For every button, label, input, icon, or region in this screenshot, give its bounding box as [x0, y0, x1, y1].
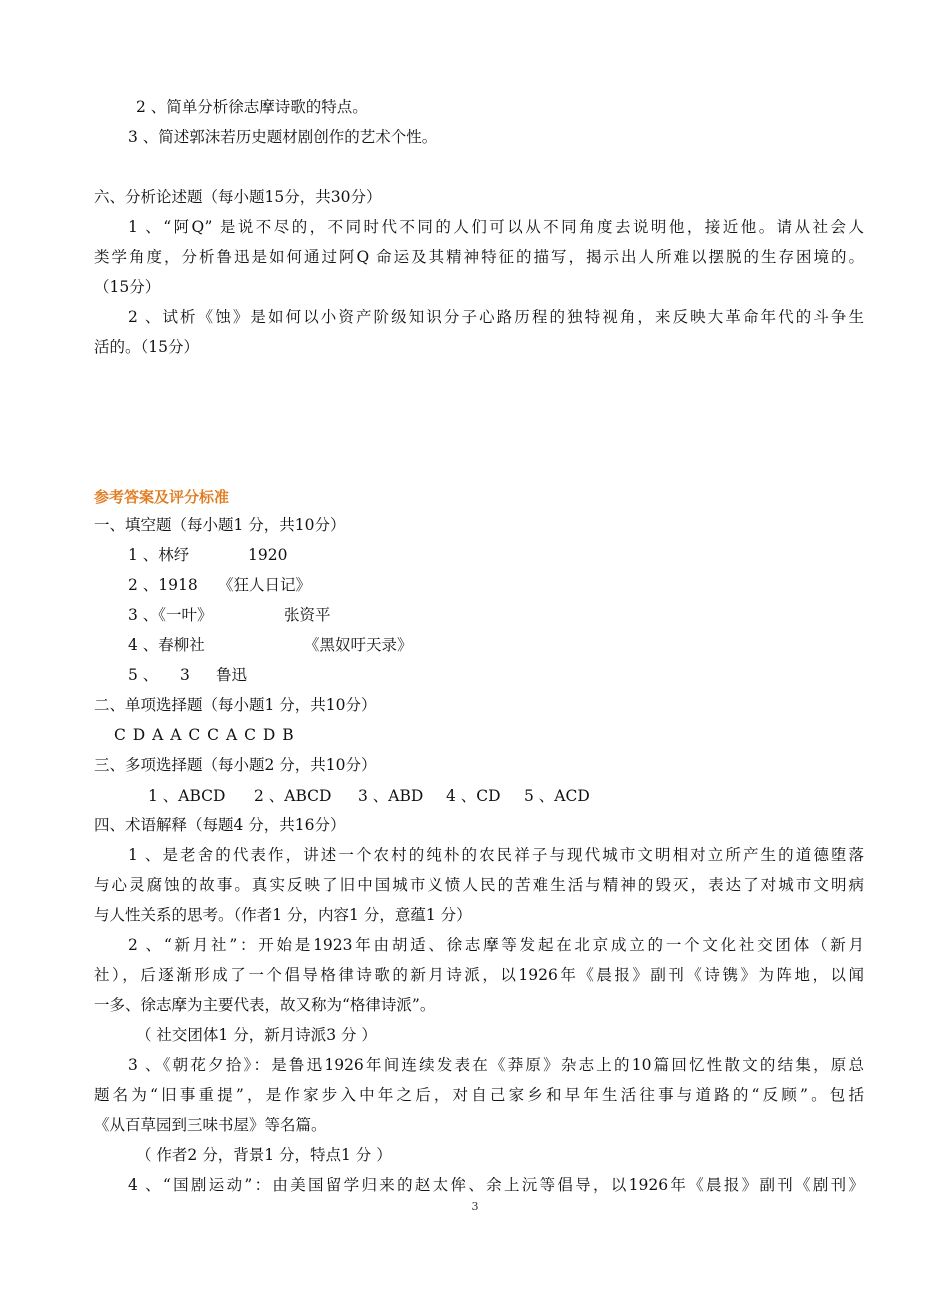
term-3-line1: 3 、《朝花夕拾》：是鲁迅1926年间连续发表在《莽原》杂志上的10篇回忆性散文的结集，原总 — [128, 1056, 864, 1074]
term-3-score: （ 作者2 分，背景1 分，特点1 分 ） — [136, 1146, 392, 1164]
question-6-2-line2: 活的。（15分） — [94, 338, 199, 356]
fill-answer-1-ans: 1920 — [248, 546, 288, 564]
fill-answer-5-num: 5 、 — [128, 666, 159, 684]
multi-choice-5: 5 、ACD — [524, 787, 590, 805]
term-1-line2: 与心灵腐蚀的故事。真实反映了旧中国城市义愤人民的苦难生活与精神的毁灭，表达了对城市文明病 — [94, 876, 864, 894]
term-2-score: （ 社交团体1 分，新月诗派3 分 ） — [136, 1026, 377, 1044]
multi-choice-4: 4 、CD — [446, 787, 501, 805]
answers-section-2-title: 二、单项选择题（每小题1 分，共10分） — [94, 696, 377, 714]
fill-answer-4 — [128, 635, 864, 655]
fill-answer-5-mid: 3 — [180, 666, 190, 684]
fill-answer-4-ans: 《黑奴吁天录》 — [304, 636, 413, 654]
multi-choice-answers — [148, 786, 918, 806]
fill-answer-1 — [128, 545, 864, 565]
fill-answer-3-num: 3 、《一叶》 — [128, 606, 213, 624]
multi-choice-2: 2 、ABCD — [254, 787, 332, 805]
answers-title: 参考答案及评分标准 — [94, 488, 230, 506]
question-6-2-line1: 2 、试析《蚀》是如何以小资产阶级知识分子心路历程的独特视角，来反映大革命年代的斗争生 — [128, 308, 864, 326]
fill-answer-1-num: 1 、林纾 — [128, 546, 190, 564]
term-3-line2: 题名为“旧事重提”，是作家步入中年之后，对自己家乡和早年生活往事与道路的“反顾”。包括 — [94, 1086, 864, 1104]
multi-choice-3: 3 、ABD — [358, 787, 424, 805]
multi-choice-1: 1 、ABCD — [148, 787, 226, 805]
term-3-line3: 《从百草园到三味书屋》等名篇。 — [94, 1116, 327, 1134]
answers-section-1-title: 一、填空题（每小题1 分，共10分） — [94, 516, 346, 534]
question-6-1-line1: 1 、“阿Q” 是说不尽的，不同时代不同的人们可以从不同角度去说明他，接近他。请从社会人 — [128, 218, 864, 236]
fill-answer-5 — [128, 665, 864, 685]
question-5-3: 3 、简述郭沫若历史题材剧创作的艺术个性。 — [128, 128, 438, 146]
fill-answer-3-ans: 张资平 — [284, 606, 331, 624]
term-2-line1: 2 、“新月社”：开始是1923年由胡适、徐志摩等发起在北京成立的一个文化社交团体（新月 — [128, 936, 864, 954]
fill-answer-2 — [128, 575, 864, 595]
term-2-line2: 社），后逐渐形成了一个倡导格律诗歌的新月诗派，以1926年《晨报》副刊《诗镌》为阵地，以闻 — [94, 966, 864, 984]
page-number: 3 — [471, 1200, 479, 1213]
question-5-2: 2 、简单分析徐志摩诗歌的特点。 — [136, 98, 368, 116]
question-6-1-line2: 类学角度，分析鲁迅是如何通过阿Q 命运及其精神特征的描写，揭示出人所难以摆脱的生存困境的。 — [94, 248, 864, 266]
fill-answer-3 — [128, 605, 864, 625]
fill-answer-2-num: 2 、1918 — [128, 576, 198, 594]
fill-answer-4-num: 4 、春柳社 — [128, 636, 205, 654]
fill-answer-2-ans: 《狂人日记》 — [218, 576, 312, 594]
term-2-line3: 一多、徐志摩为主要代表，故又称为“格律诗派”。 — [94, 996, 436, 1014]
single-choice-answers: C D A A C C A C D B — [114, 726, 294, 744]
question-6-1-line3: （15分） — [94, 278, 161, 296]
term-1-line3: 与人性关系的思考。（作者1 分，内容1 分，意蕴1 分） — [94, 906, 472, 924]
section-6-title: 六、分析论述题（每小题15分，共30分） — [94, 188, 382, 206]
term-4-line1: 4 、“国剧运动”：由美国留学归来的赵太侔、余上沅等倡导，以1926年《晨报》副刊《剧刊》 — [128, 1176, 864, 1194]
fill-answer-5-ans: 鲁迅 — [216, 666, 248, 684]
answers-section-3-title: 三、多项选择题（每小题2 分，共10分） — [94, 756, 377, 774]
term-1-line1: 1 、是老舍的代表作，讲述一个农村的纯朴的农民祥子与现代城市文明相对立所产生的道德堕落 — [128, 846, 864, 864]
answers-section-4-title: 四、术语解释（每题4 分，共16分） — [94, 816, 346, 834]
